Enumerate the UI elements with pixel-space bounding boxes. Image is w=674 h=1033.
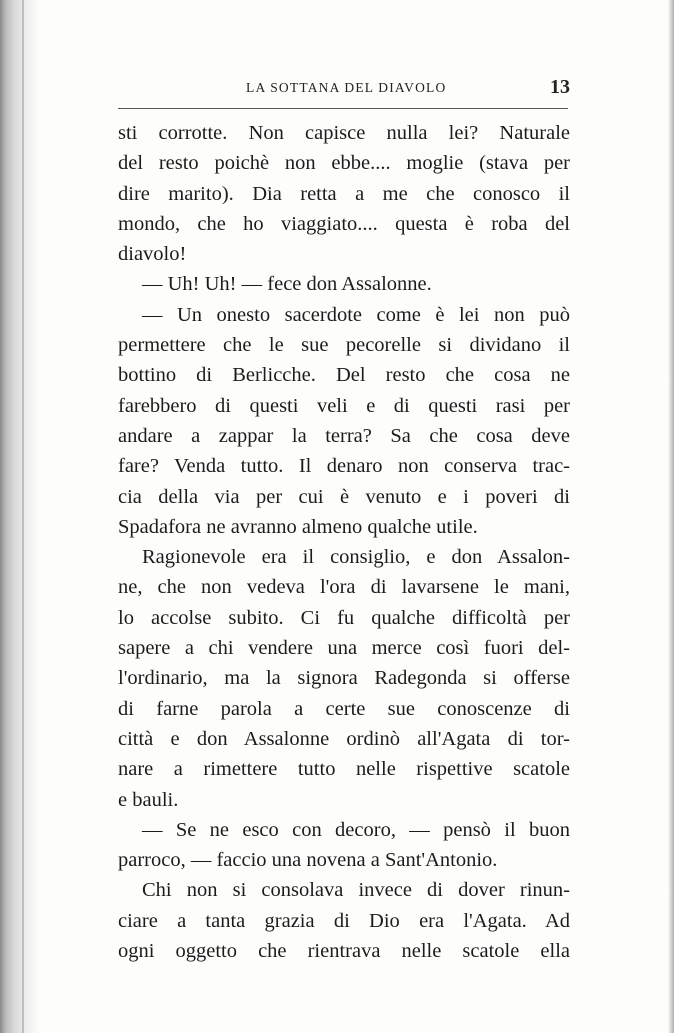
text-line: di farne parola a certe sue conoscenze di: [118, 697, 570, 720]
page-number: 13: [550, 76, 570, 98]
text-line: l'ordinario, ma la signora Radegonda si offerse: [118, 667, 570, 690]
text-line: sti corrotte. Non capisce nulla lei? Naturale: [118, 122, 570, 144]
text-line: andare a zappar la terra? Sa che cosa deve: [118, 424, 570, 447]
header-rule: [118, 108, 568, 109]
binding-shadow: [0, 0, 40, 1033]
text-line: ogni oggetto che rientrava nelle scatole ella: [118, 940, 570, 963]
text-line: — Un onesto sacerdote come è lei non può: [142, 303, 570, 326]
text-line: farebbero di questi veli e di questi rasi per: [118, 394, 570, 417]
text-line: ne, che non vedeva l'ora di lavarsene le mani,: [118, 576, 570, 599]
text-line: Spadafora ne avranno almeno qualche utile.: [118, 515, 478, 538]
text-line: città e don Assalonne ordinò all'Agata di tor-: [118, 727, 570, 750]
running-title: LA SOTTANA DEL DIAVOLO: [246, 80, 447, 95]
text-line: bottino di Berlicche. Del resto che cosa ne: [118, 364, 570, 387]
text-line: fare? Venda tutto. Il denaro non conserva trac-: [118, 455, 570, 478]
text-line: — Se ne esco con decoro, — pensò il buon: [142, 818, 570, 841]
running-head: [118, 76, 570, 100]
text-line: e bauli.: [118, 788, 179, 811]
text-line: dire marito). Dia retta a me che conosco il: [118, 182, 570, 205]
text-line: — Uh! Uh! — fece don Assalonne.: [142, 273, 432, 296]
page-edge: [668, 0, 674, 1033]
text-line: mondo, che ho viaggiato.... questa è roba del: [118, 212, 570, 235]
text-line: permettere che le sue pecorelle si dividano il: [118, 334, 570, 357]
text-line: diavolo!: [118, 243, 187, 266]
text-line: ciare a tanta grazia di Dio era l'Agata. Ad: [118, 909, 570, 932]
text-line: del resto poichè non ebbe.... moglie (stava per: [118, 152, 570, 175]
text-line: cia della via per cui è venuto e i poveri di: [118, 485, 570, 508]
text-line: parroco, — faccio una novena a Sant'Antonio.: [118, 849, 498, 872]
text-line: Ragionevole era il consiglio, e don Assalon-: [142, 546, 570, 569]
text-line: sapere a chi vendere una merce così fuori del-: [118, 637, 570, 660]
text-line: lo accolse subito. Ci fu qualche difficoltà per: [118, 606, 570, 629]
binding-edge: [22, 0, 24, 1033]
text-line: Chi non si consolava invece di dover rinun-: [142, 879, 570, 902]
text-line: nare a rimettere tutto nelle rispettive scatole: [118, 758, 570, 781]
body-text: [118, 118, 570, 966]
